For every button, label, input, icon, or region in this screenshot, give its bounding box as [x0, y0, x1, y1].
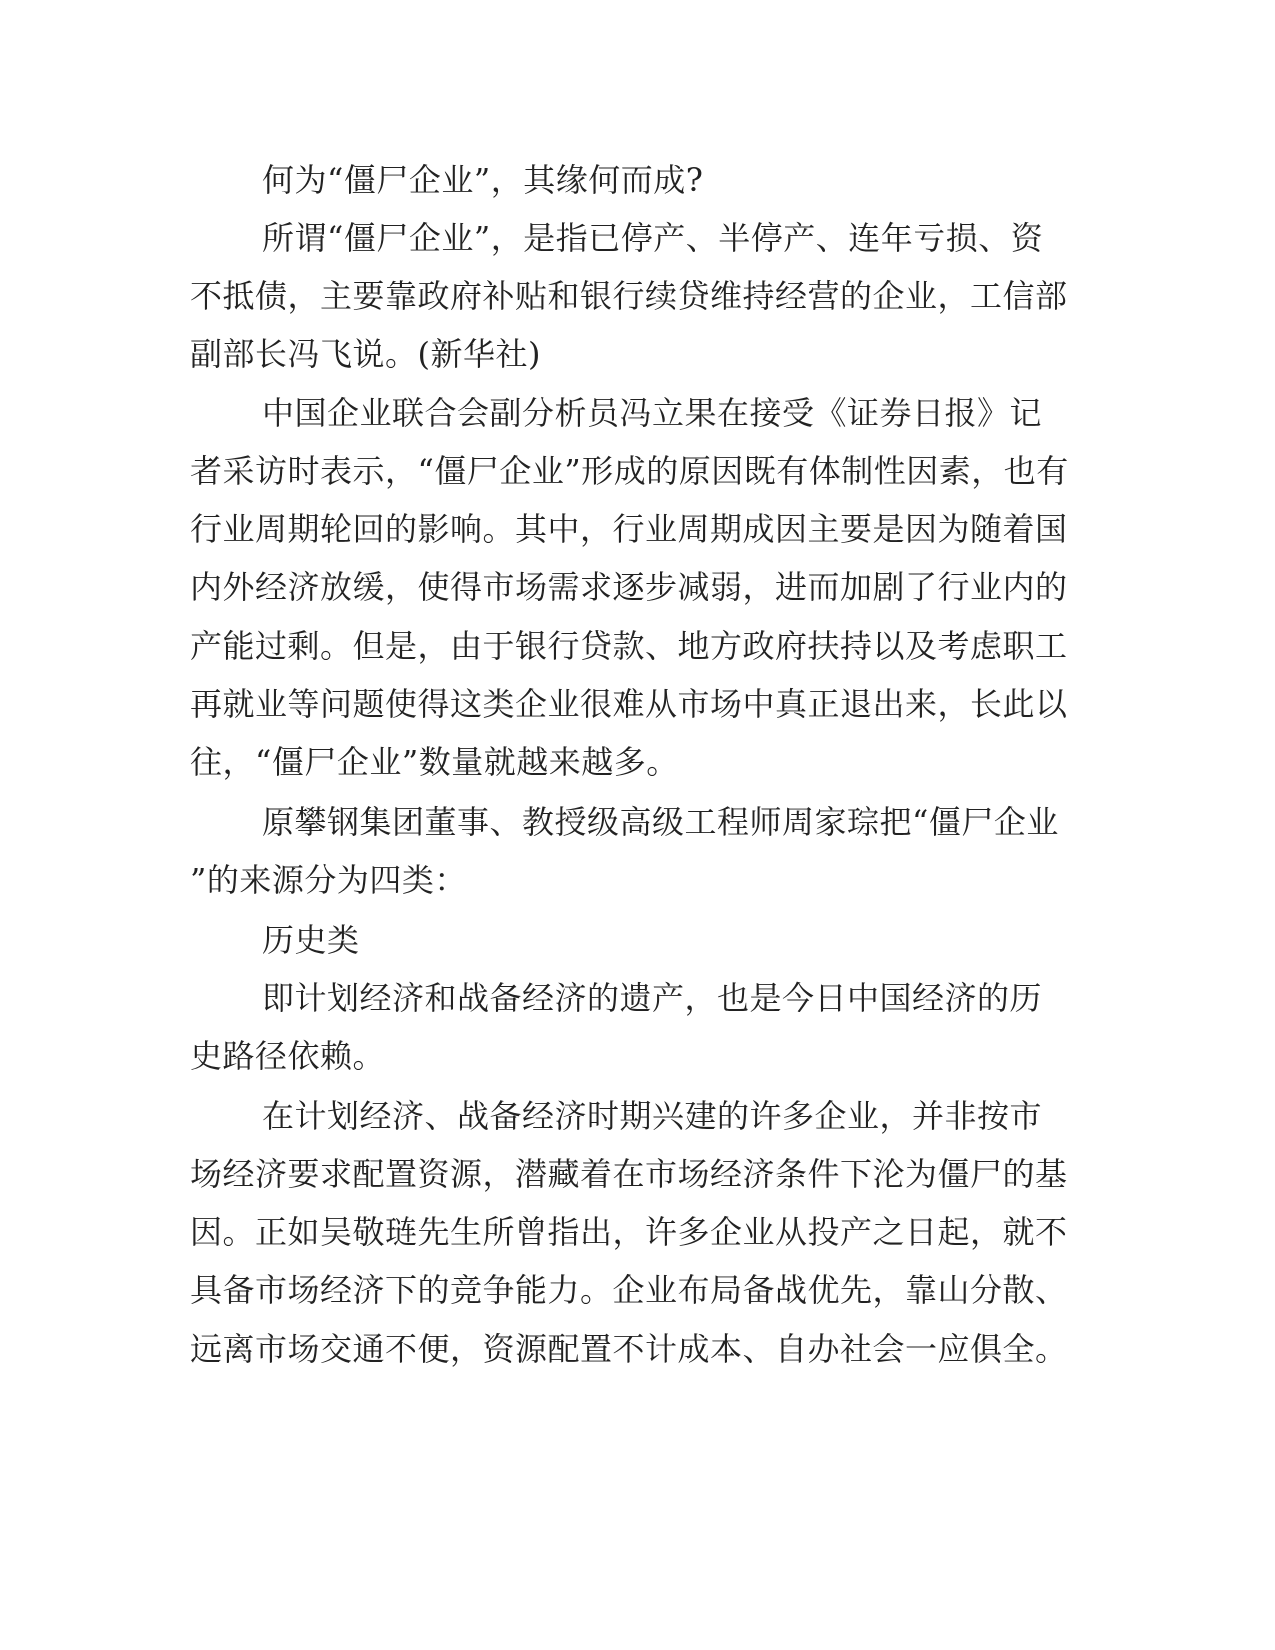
text-line: ”的来源分为四类：: [190, 861, 467, 899]
text-line: 不抵债，主要靠政府补贴和银行续贷维持经营的企业，工信部: [190, 277, 1068, 315]
section-heading: 历史类: [262, 921, 360, 959]
text-line: 场经济要求配置资源，潜藏着在市场经济条件下沦为僵尸的基: [190, 1155, 1068, 1193]
text-line: 副部长冯飞说。(新华社): [190, 335, 541, 373]
text-line: 原攀钢集团董事、教授级高级工程师周家琮把“僵尸企业: [262, 803, 1059, 841]
text-line: 具备市场经济下的竞争能力。企业布局备战优先，靠山分散、: [190, 1271, 1068, 1309]
text-line: 在计划经济、战备经济时期兴建的许多企业，并非按市: [262, 1097, 1043, 1135]
text-line: 因。正如吴敬琏先生所曾指出，许多企业从投产之日起，就不: [190, 1213, 1068, 1251]
text-line: 即计划经济和战备经济的遗产，也是今日中国经济的历: [262, 979, 1043, 1017]
text-line: 者采访时表示，“僵尸企业”形成的原因既有体制性因素，也有: [190, 452, 1069, 490]
text-line: 所谓“僵尸企业”，是指已停产、半停产、连年亏损、资: [262, 219, 1044, 257]
text-line: 往，“僵尸企业”数量就越来越多。: [190, 743, 679, 781]
text-line: 再就业等问题使得这类企业很难从市场中真正退出来，长此以: [190, 685, 1068, 723]
text-line: 史路径依赖。: [190, 1037, 386, 1075]
text-line: 行业周期轮回的影响。其中，行业周期成因主要是因为随着国: [190, 510, 1068, 548]
text-line: 内外经济放缓，使得市场需求逐步减弱，进而加剧了行业内的: [190, 568, 1068, 606]
paragraph-question: 何为“僵尸企业”，其缘何而成?: [262, 161, 704, 199]
text-line: 产能过剩。但是，由于银行贷款、地方政府扶持以及考虑职工: [190, 627, 1068, 665]
text-line: 远离市场交通不便，资源配置不计成本、自办社会一应俱全。: [190, 1330, 1068, 1368]
text-line: 中国企业联合会副分析员冯立果在接受《证券日报》记: [262, 394, 1043, 432]
